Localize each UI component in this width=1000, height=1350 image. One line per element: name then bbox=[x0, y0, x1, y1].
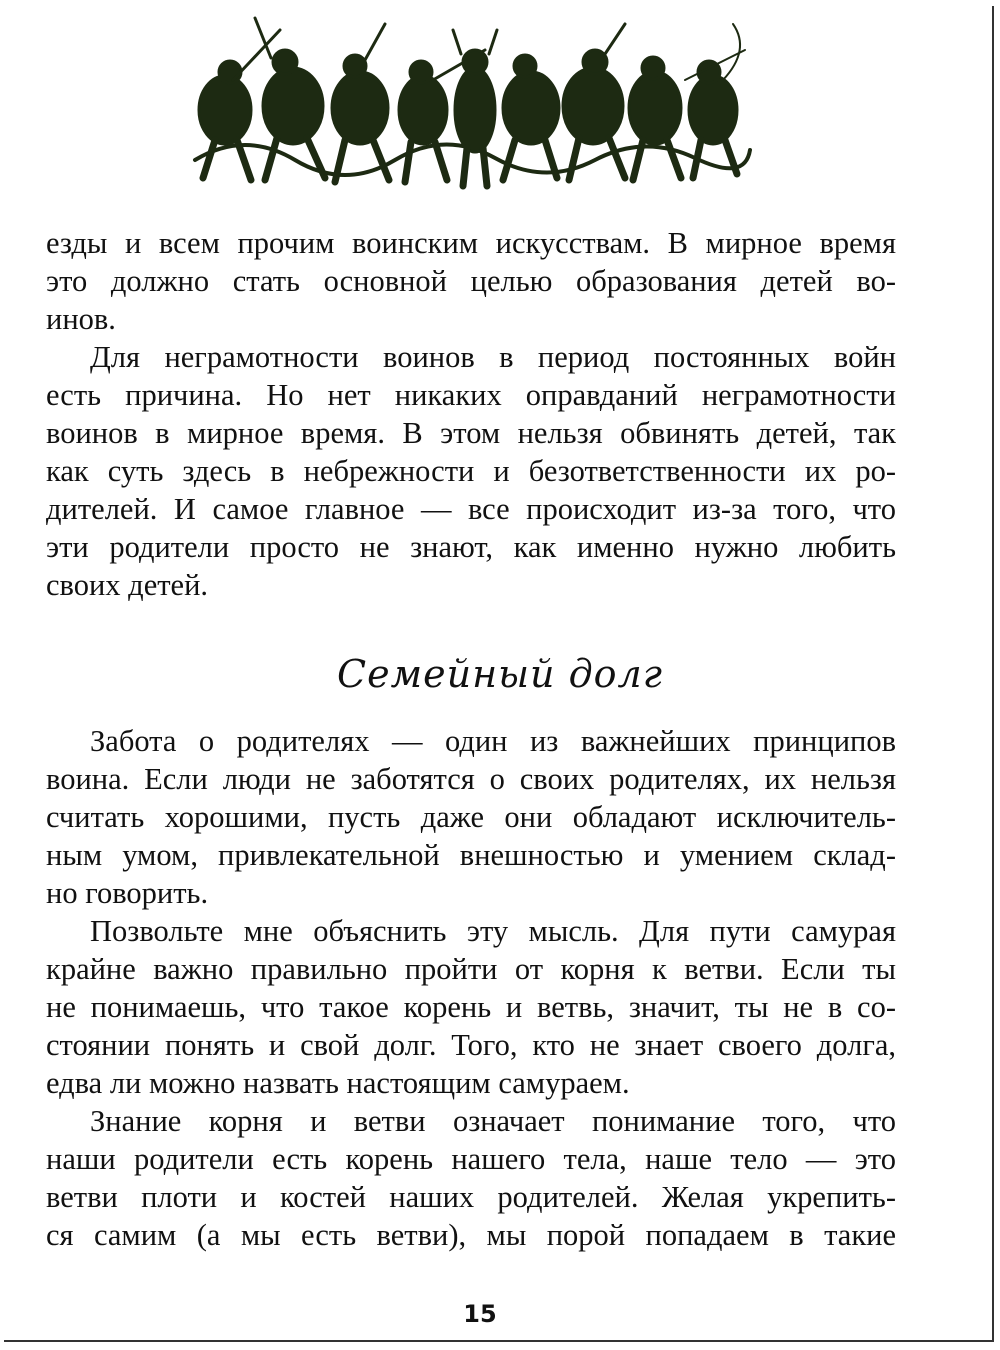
text-line: воинов в мирное время. В этом нельзя обвинять детей, так bbox=[46, 416, 896, 450]
text-line: считать хорошими, пусть даже они обладают исключитель- bbox=[46, 800, 896, 834]
text-line: как суть здесь в небрежности и безответственности их ро- bbox=[46, 454, 896, 488]
text-line: воина. Если люди не заботятся о своих родителях, их нельзя bbox=[46, 762, 896, 796]
paragraph-5 bbox=[46, 1102, 896, 1254]
text-line: но говорить. bbox=[46, 876, 209, 910]
text-line: стоянии понять и свой долг. Того, кто не знает своего долга, bbox=[46, 1028, 896, 1062]
text-line: Позвольте мне объяснить эту мысль. Для пути самурая bbox=[90, 914, 896, 948]
text-line: есть причина. Но нет никаких оправданий неграмотности bbox=[46, 378, 896, 412]
text-line: ным умом, привлекательной внешностью и умением склад- bbox=[46, 838, 896, 872]
text-line: это должно стать основной целью образования детей во- bbox=[46, 264, 896, 298]
samurai-warriors-illustration bbox=[185, 10, 755, 200]
page-number: 15 bbox=[463, 1300, 497, 1328]
section-heading: Семейный долг bbox=[337, 652, 663, 696]
paragraph-3 bbox=[46, 722, 896, 912]
text-line: едва ли можно назвать настоящим самураем. bbox=[46, 1066, 630, 1100]
paragraph-1 bbox=[46, 224, 896, 338]
text-line: Знание корня и ветви означает понимание того, что bbox=[90, 1104, 896, 1138]
paragraph-4 bbox=[46, 912, 896, 1102]
paragraph-2 bbox=[46, 338, 896, 604]
text-line: не понимаешь, что такое корень и ветвь, значит, ты не в со- bbox=[46, 990, 896, 1024]
text-line: ветви плоти и костей наших родителей. Желая укрепить- bbox=[46, 1180, 896, 1214]
text-line: езды и всем прочим воинским искусствам. В мирное время bbox=[46, 226, 896, 260]
text-line: ся самим (а мы есть ветви), мы порой попадаем в такие bbox=[46, 1218, 896, 1252]
text-line: крайне важно правильно пройти от корня к ветви. Если ты bbox=[46, 952, 896, 986]
text-line: дителей. И самое главное — все происходит из-за того, что bbox=[46, 492, 896, 526]
text-line: эти родители просто не знают, как именно нужно любить bbox=[46, 530, 896, 564]
text-line: наши родители есть корень нашего тела, наше тело — это bbox=[46, 1142, 896, 1176]
text-line: Забота о родителях — один из важнейших принципов bbox=[90, 724, 896, 758]
text-line: Для неграмотности воинов в период постоянных войн bbox=[90, 340, 896, 374]
text-line: инов. bbox=[46, 302, 116, 336]
text-line: своих детей. bbox=[46, 568, 209, 602]
